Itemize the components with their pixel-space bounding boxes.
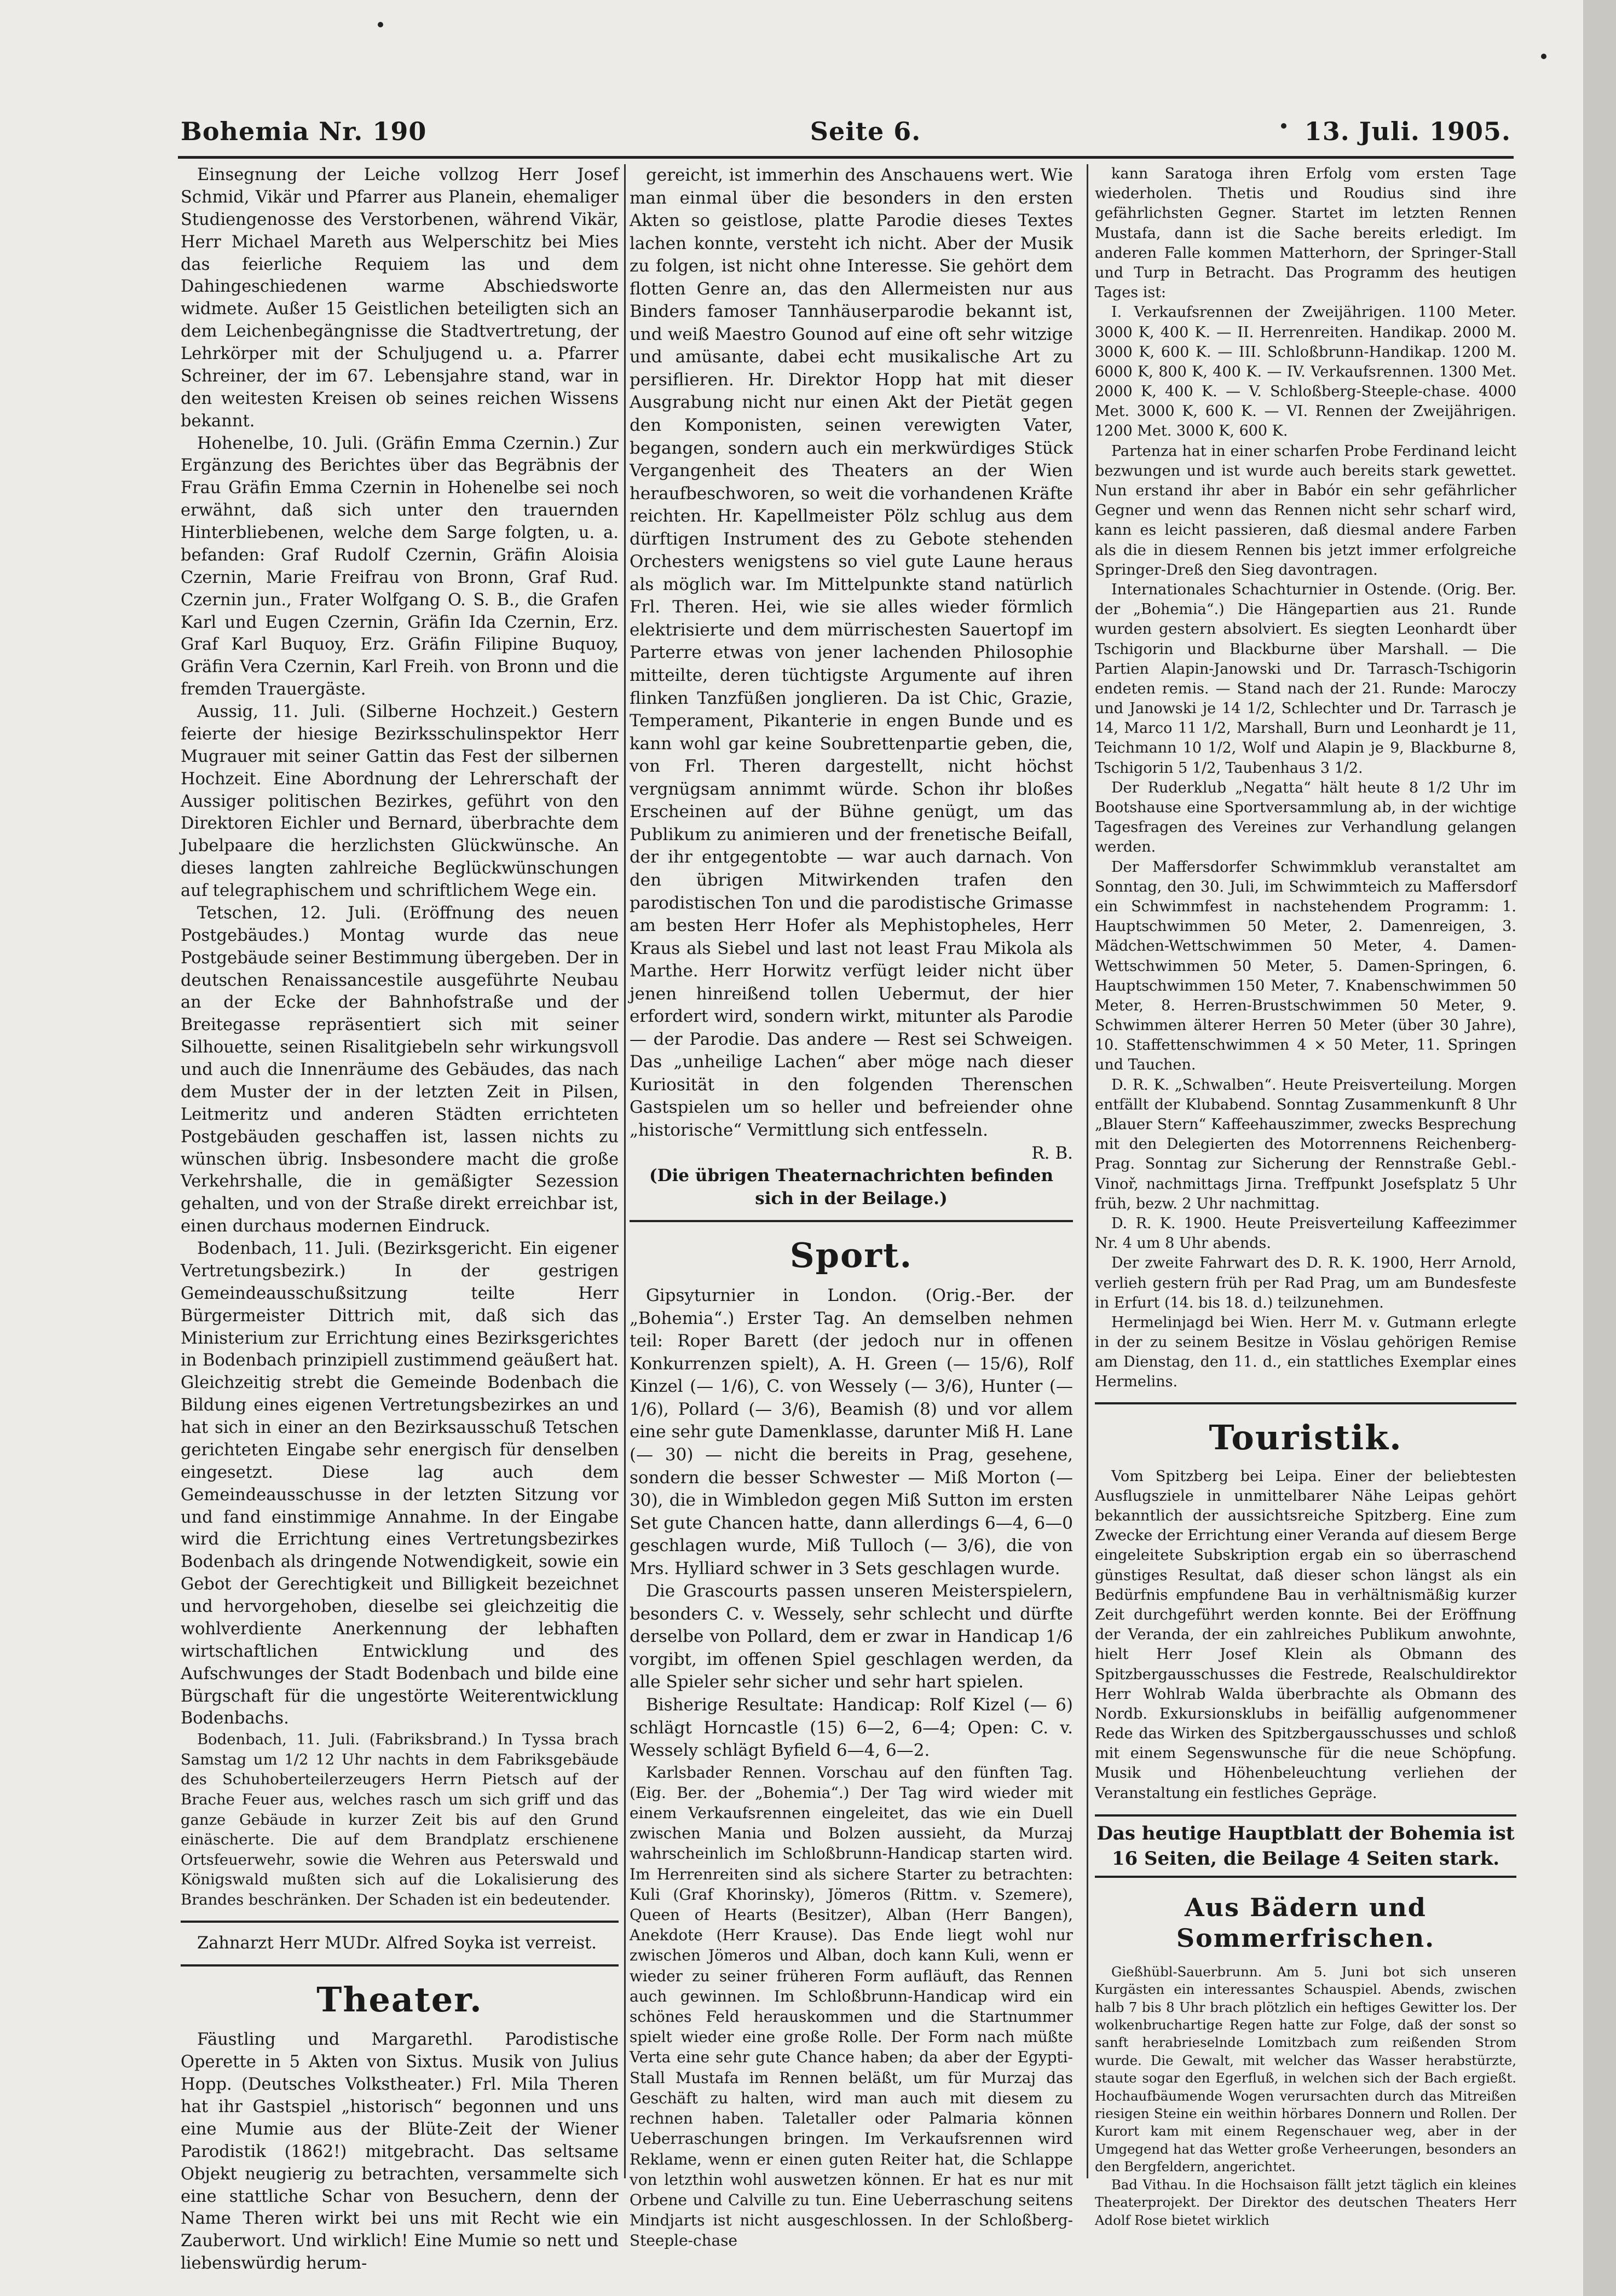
print-speck [378, 22, 383, 27]
article-paragraph: D. R. K. „Schwalben“. Heute Preisverteilung. Morgen entfällt der Klubabend. Sonntag Zusammenkunft 8 Uhr „Blauer Stern“ Kaffeehauszimmer, zwecks Besprechung mit den Delegierten des Motorrennens Reichenberg-Prag. Sonntag zur Sicherung der Rennstraße Gebl.-Vinoř, nachmittags Jirna. Treffpunkt Josefsplatz 5 Uhr früh, bezw. 2 Uhr nachmittag. [1095, 1076, 1516, 1212]
edition-notice: Das heutige Hauptblatt der Bohemia ist 16 Seiten, die Beilage 4 Seiten stark. [1095, 1814, 1516, 1878]
divider [630, 1220, 1073, 1222]
article-paragraph: Der Ruderklub „Negatta“ hält heute 8 1/2 Uhr im Bootshause eine Sportversammlung ab, in der wichtige Tagesfragen des Vereines zur Verhandlung gelangen werden. [1095, 779, 1516, 856]
theater-note: (Die übrigen Theaternachrichten befinden sich in der Beilage.) [649, 1166, 1054, 1208]
article-paragraph: Vom Spitzberg bei Leipa. Einer der beliebtesten Ausflugsziele in unmittelbarer Nähe Leipas gehört bekanntlich der aussichtsreiche Spitzberg. Eine zum Zwecke der Errichtung einer Veranda auf diesem Berge eingeleitete Subskription ergab ein so überraschend günstiges Resultat, daß dieser schon längst als ein Bedürfnis empfundene Bau in verhältnismäßig kurzer Zeit durchgeführt werden konnte. Bei der Eröffnung der Veranda, der ein zahlreiches Publikum anwohnte, hielt Herr Josef Klein als Obmann des Spitzbergausschusses die Festrede, Realschuldirektor Herr Wohlrab Walda überbrachte als Obmann des Nordb. Exkursionsklubs in beifällig aufgenommener Rede das Wirken des Spitzbergausschusses und schloß mit einem Segenswunsche für die neue Schöpfung. Musik und Höhenbeleuchtung verliehen der Veranstaltung ein festliches Gepräge. [1095, 1467, 1516, 1802]
race-program: I. Verkaufsrennen der Zweijährigen. 1100 Meter. 3000 K, 400 K. — II. Herrenreiten. Handikap. 2000 M. 3000 K, 600 K. — III. Schloßbrunn-Handikap. 1200 M. 6000 K, 800 K, 400 K. — IV. Verkaufsrennen. 1300 Met. 2000 K, 400 K. — V. Schloßberg-Steeple-chase. 4000 Met. 3000 K, 600 K. — VI. Rennen der Zweijährigen. 1200 Met. 3000 K, 600 K. [1095, 304, 1516, 440]
page-header [181, 112, 1511, 151]
article-paragraph: D. R. K. 1900. Heute Preisverteilung Kaffeezimmer Nr. 4 um 8 Uhr abends. [1095, 1214, 1516, 1252]
column-2 [630, 164, 1073, 2251]
divider [1095, 1402, 1516, 1404]
section-title-baeder: Aus Bädern und Sommerfrischen. [1176, 1892, 1435, 1953]
section-title-sport: Sport. [789, 1235, 913, 1276]
article-paragraph: kann Saratoga ihren Erfolg vom ersten Tage wiederholen. Thetis und Roudius sind ihre gefährlichsten Gegner. Startet im letzten Rennen Mustafa, dann ist die Sache bereits erledigt. Im anderen Falle kommen Matterhorn, der Springer-Stall und Turp in Betracht. Das Programm des heutigen Tages ist: [1095, 165, 1516, 302]
article-paragraph: Partenza hat in einer scharfen Probe Ferdinand leicht bezwungen und ist wurde auch bereits stark gewettet. Nun erstand ihr aber in Babór ein sehr gefährlicher Gegner und wenn das Rennen nicht sehr scharf wird, kann es leicht passieren, daß diesmal andere Farben als die in diesem Rennen bis jetzt immer erfolgreiche Springer-Dreß den Sieg davontragen. [1095, 442, 1516, 579]
print-speck [1281, 123, 1286, 129]
article-paragraph: Bodenbach, 11. Juli. (Bezirksgericht. Ein eigener Vertretungsbezirk.) In der gestrigen Gemeindeausschußsitzung teilte Herr Bürgermeister Dittrich mit, daß sich das Ministerium zur Errichtung eines Bezirksgerichtes in Bodenbach prinzipiell zustimmend geäußert hat. Gleichzeitig strebt die Gemeinde Bodenbach die Bildung eines eigenen Vertretungsbezirkes an und hat sich in einer an den Bezirksausschuß Tetschen gerichteten Eingabe sehr energisch für denselben eingesetzt. Diese lag auch dem Gemeindeausschusse in der letzten Sitzung vor und fand einstimmige Annahme. In der Eingabe wird die Errichtung eines Vertretungsbezirkes Bodenbach als dringende Notwendigkeit, sowie ein Gebot der Gerechtigkeit und Billigkeit bezeichnet und hervorgehoben, dieselbe sei gleichzeitig die wohlverdiente Anerkennung der lebhaften wirtschaftlichen Entwicklung und des Aufschwunges der Stadt Bodenbach und bilde eine Bürgschaft für die ungestörte Weiterentwicklung Bodenbachs. [181, 1239, 619, 1728]
column-3 [1095, 164, 1516, 2229]
page-number: Seite 6. [810, 117, 921, 146]
print-speck [1541, 54, 1546, 59]
article-paragraph: Einsegnung der Leiche vollzog Herr Josef Schmid, Vikär und Pfarrer aus Planein, ehemaliger Studiengenosse des Verstorbenen, während Vikär, Herr Michael Mareth aus Welperschitz bei Mies das feierliche Requiem las und dem Dahingeschiedenen warme Abschiedsworte widmete. Außer 15 Geistlichen beteiligten sich an dem Leichenbegängnisse die Stadtvertretung, der Lehrkörper mit der Schuljugend u. a. Pfarrer Schreiner, der im 67. Lebensjahre stand, war in den weitesten Kreisen ob seines reichen Wissens bekannt. [181, 165, 619, 431]
article-paragraph: Bad Vithau. In die Hochsaison fällt jetzt täglich ein kleines Theaterprojekt. Der Direktor des deutschen Theaters Herr Adolf Rose bietet wirklich [1095, 2176, 1516, 2228]
article-paragraph: Aussig, 11. Juli. (Silberne Hochzeit.) Gestern feierte der hiesige Bezirksschulinspektor Herr Mugrauer mit seiner Gattin das Fest der silbernen Hochzeit. Eine Abordnung der Lehrerschaft der Aussiger politischen Bezirkes, geführt von den Direktoren Eichler und Bernard, überbrachte dem Jubelpaare die herzlichsten Glückwünsche. An dieses langten zahlreiche Beglückwünschungen auf telegraphischem und schriftlichem Wege ein. [181, 702, 619, 900]
column-divider [624, 164, 626, 2178]
section-title-theater: Theater. [316, 1980, 483, 2020]
article-paragraph: Bisherige Resultate: Handicap: Rolf Kizel (— 6) schlägt Horncastle (15) 6—2, 6—4; Open: C. v. Wessely schlägt Byfield 6—4, 6—2. [630, 1695, 1073, 1761]
divider [181, 1964, 619, 1967]
issue-date: 13. Juli. 1905. [1304, 117, 1511, 146]
article-paragraph: gereicht, ist immerhin des Anschauens wert. Wie man einmal über die besonders in den ersten Akten so geistlose, platte Parodie dieses Textes lachen konnte, versteht ich nicht. Aber der Musik zu folgen, ist nicht ohne Interesse. Sie gehört dem flotten Genre an, das den Allermeisten nur aus Binders famoser Tannhäuserparodie bekannt ist, und weiß Maestro Gounod auf eine oft sehr witzige und amüsante, dabei echt musikalische Art zu persiflieren. Hr. Direktor Hopp hat mit dieser Ausgrabung nicht nur einen Akt der Pietät gegen den Komponisten, seinen verewigten Vater, begangen, sondern auch ein merkwürdiges Stück Vergangenheit des Theaters an der Wien heraufbeschworen, so weit die vorhandenen Kräfte reichten. Hr. Kapellmeister Pölz schlug aus dem dürftigen Instrument des zu Gebote stehenden Orchesters wenigstens so viel gute Laune heraus als möglich war. Im Mittelpunkte stand natürlich Frl. Theren. Hei, wie sie alles wieder förmlich elektrisierte und dem mürrischesten Sauertopf im Parterre etwas von jener lachenden Philosophie mitteilte, deren tüchtigste Argumente auf ihren flinken Tanzfüßen jonglieren. Da ist Chic, Grazie, Temperament, Pikanterie in engen Bunde und es kann wohl gar keine Soubrettenpartie geben, die, von Frl. Theren dargestellt, nicht höchst vergnügsam annimmt würde. Schon ihr bloßes Erscheinen auf der Bühne genügt, um das Publikum zu animieren und der frenetische Beifall, der ihr entgegentobte — war auch darnach. Von den übrigen Mitwirkenden trafen den parodistischen Ton und die parodistische Grimasse am besten Herr Hofer als Mephistopheles, Herr Kraus als Siebel und last not least Frau Mikola als Marthe. Herr Horwitz verfügt leider nicht über jenen hinreißend tollen Uebermut, der hier erfordert wird, sondern wirkt, mitunter als Parodie — der Parodie. Das andere — Rest sei Schweigen. Das „unheilige Lachen“ aber möge nach dieser Kuriosität in den folgenden Therenschen Gastspielen um so heller und befreiender ohne „historische“ Vermittlung sich entfesseln. [630, 165, 1073, 1140]
page-edge [1583, 0, 1616, 2296]
divider [181, 1921, 619, 1923]
column-1 [181, 164, 619, 2275]
column-divider [1087, 164, 1088, 2178]
article-paragraph: Internationales Schachturnier in Ostende. (Orig. Ber. der „Bohemia“.) Die Hängepartien aus 21. Runde wurden gestern absolviert. Es siegten Leonhardt über Tschigorin und Blackburne über Marshall. — Die Partien Alapin-Janowski und Dr. Tarrasch-Tschigorin endeten remis. — Stand nach der 21. Runde: Maroczy und Janowski je 14 1/2, Schlechter und Dr. Tarrasch je 14, Marco 11 1/2, Marshall, Burn und Leonhardt je 11, Teichmann 10 1/2, Wolf und Alapin je 9, Blackburne 8, Tschigorin 5 1/2, Taubenhaus 3 1/2. [1095, 581, 1516, 777]
article-paragraph: Hohenelbe, 10. Juli. (Gräfin Emma Czernin.) Zur Ergänzung des Berichtes über das Begräbnis der Frau Gräfin Emma Czernin in Hohenelbe sei noch erwähnt, daß sich unter den trauernden Hinterbliebenen, welche dem Sarge folgten, u. a. befanden: Graf Rudolf Czernin, Gräfin Aloisia Czernin, Marie Freifrau von Bronn, Graf Rud. Czernin jun., Frater Wolfgang O. S. B., die Grafen Karl und Eugen Czernin, Gräfin Ida Czernin, Erz. Graf Karl Buquoy, Erz. Gräfin Filipine Buquoy, Gräfin Vera Czernin, Karl Freih. von Bronn und die fremden Trauergäste. [181, 433, 619, 699]
article-paragraph: Gipsyturnier in London. (Orig.-Ber. der „Bohemia“.) Erster Tag. An demselben nehmen teil: Roper Barett (der jedoch nur in offenen Konkurrenzen spielt), A. H. Green (— 15/6), Rolf Kinzel (— 1/6), C. von Wessely (— 3/6), Hunter (— 1/6), Pollard (— 3/6), Beamish (8) und vor allem eine sehr gute Damenklasse, darunter Miß H. Lane (— 30) — nicht die bereits in Prag, gesehene, sondern die besser Schwester — Miß Morton (— 30), die in Wimbledon gegen Miß Sutton im ersten Set gute Chancen hatte, dann allerdings 6—4, 6—0 geschlagen wurde, Miß Tulloch (— 3/6), die von Mrs. Hylliard schwer in 3 Sets geschlagen wurde. [630, 1286, 1073, 1578]
article-paragraph: Der zweite Fahrwart des D. R. K. 1900, Herr Arnold, verlieh gestern früh per Rad Prag, um am Bundesfeste in Erfurt (14. bis 18. d.) teilzunehmen. [1095, 1254, 1516, 1311]
article-paragraph: Bodenbach, 11. Juli. (Fabriksbrand.) In Tyssa brach Samstag um 1/2 12 Uhr nachts in dem Fabriksgebäude des Schuhoberteilerzeugers Herrn Pietsch auf der Brache Feuer aus, welches rasch um sich griff und das ganze Gebäude in kurzer Zeit bis auf den Grund einäscherte. Die auf dem Brandplatz erschienene Ortsfeuerwehr, sowie die Wehren aus Peterswald und Königswald mußten sich auf die Lokalisierung des Brandes beschränken. Der Schaden ist ein bedeutender. [181, 1731, 619, 1908]
article-paragraph: Karlsbader Rennen. Vorschau auf den fünften Tag. (Eig. Ber. der „Bohemia“.) Der Tag wird wieder mit einem Verkaufsrennen eingeleitet, das wie ein Duell zwischen Mania und Bolzen aussieht, da Murzaj wahrscheinlich im Schloßbrunn-Handicap starten wird. Im Herrenreiten sind als sichere Starter zu betrachten: Kuli (Graf Khorinsky), Jömeros (Rittm. v. Szemere), Queen of Hearts (Besitzer), Alban (Herr Bangen), Anekdote (Herr Krause). Das Ende liegt wohl nur zwischen Jömeros und Alban, doch kann Kuli, wenn er wieder zu seiner früheren Form aufläuft, das Rennen auch gewinnen. Im Schloßbrunn-Handicap wird ein schönes Feld herauskommen und die Startnummer spielt wieder eine große Rolle. Der Form nach müßte Verta eine sehr gute Chance haben; da aber der Egypti-Stall Mustafa im Rennen beläßt, um für Murzaj das Geschäft zu halten, wird man auch mit diesem zu rechnen haben. Taletaller oder Palmaria können Ueberraschungen bringen. Im Verkaufsrennen wird Reklame, wenn er einen guten Reiter hat, die Schlappe von letzthin wohl auswetzen können. Er hat es nur mit Orbene und Calville zu tun. Eine Ueberraschung seitens Mindjarts ist nicht ausgeschlossen. In der Schloßberg-Steeple-chase [630, 1763, 1073, 2250]
article-paragraph: Zahnarzt Herr MUDr. Alfred Soyka ist verreist. [197, 1933, 597, 1953]
author-signature: R. B. [1031, 1143, 1073, 1163]
article-paragraph: Der Maffersdorfer Schwimmklub veranstaltet am Sonntag, den 30. Juli, im Schwimmteich zu Maffersdorf ein Schwimmfest in nachstehendem Programm: 1. Hauptschwimmen 50 Meter, 2. Damenreigen, 3. Mädchen-Wettschwimmen 50 Meter, 4. Damen-Wettschwimmen 50 Meter, 5. Damen-Springen, 6. Hauptschwimmen 150 Meter, 7. Knabenschwimmen 50 Meter, 8. Herren-Brustschwimmen 50 Meter, 9. Schwimmen älterer Herren 50 Meter (über 30 Jahre), 10. Staffettenschwimmen 4 × 50 Meter, 11. Springen und Tauchen. [1095, 858, 1516, 1074]
article-paragraph: Tetschen, 12. Juli. (Eröffnung des neuen Postgebäudes.) Montag wurde das neue Postgebäude seiner Bestimmung übergeben. Der in deutschen Renaissancestile ausgeführte Neubau an der Ecke der Bahnhofstraße und der Breitegasse repräsentiert sich mit seiner Silhouette, seinen Risalitgiebeln sehr wirkungsvoll und auch die Innenräume des Gebäudes, das nach dem Muster der in der letzten Zeit in Pilsen, Leitmeritz und anderen Städten errichteten Postgebäuden geschaffen ist, lassen nichts zu wünschen übrig. Insbesondere macht die große Verkehrshalle, die in gemäßigter Sezession gehalten, und von der Straße direkt erreichbar ist, einen durchaus modernen Eindruck. [181, 903, 619, 1236]
masthead-issue: Bohemia Nr. 190 [181, 117, 427, 146]
header-rule [178, 156, 1514, 159]
article-paragraph: Die Grascourts passen unseren Meisterspielern, besonders C. v. Wessely, sehr schlecht und dürfte derselbe von Pollard, dem er zwar in Handicap 1/6 vorgibt, im offenen Spiel geschlagen werden, da alle Spieler sehr sicher und sehr hart spielen. [630, 1581, 1073, 1692]
article-paragraph: Hermelinjagd bei Wien. Herr M. v. Gutmann erlegte in der zu seinem Besitze in Vöslau gehörigen Remise am Dienstag, den 11. d., ein stattliches Exemplar eines Hermelins. [1095, 1314, 1516, 1391]
article-paragraph: Gießhübl-Sauerbrunn. Am 5. Juni bot sich unseren Kurgästen ein interessantes Schauspiel. Abends, zwischen halb 7 bis 8 Uhr brach plötzlich ein heftiges Gewitter los. Der wolkenbruchartige Regen hatte zur Folge, daß der sonst so sanft herabrieselnde Lomitzbach zum reißenden Strom wurde. Die Gewalt, mit welcher das Wasser herabstürzte, staute sogar den Egerfluß, in welchen sich der Bach ergießt. Hochaufbäumende Wogen verursachten durch das Mitreißen riesigen Steine ein weithin hörbares Donnern und Rollen. Der Kurort kam mit einem Regenschauer weg, aber in der Umgegend hat das Wetter große Verheerungen, besonders an den Bergfeldern, angerichtet. [1095, 1963, 1516, 2175]
section-title-touristik: Touristik. [1209, 1417, 1403, 1458]
article-paragraph: Fäustling und Margarethl. Parodistische Operette in 5 Akten von Sixtus. Musik von Julius Hopp. (Deutsches Volkstheater.) Frl. Mila Theren hat ihr Gastspiel „historisch“ begonnen und uns eine Mumie aus der Blüte-Zeit der Wiener Parodistik (1862!) mitgebracht. Das seltsame Objekt neugierig zu betrachten, versammelte sich eine stattliche Schar von Besuchern, denn der Name Theren wirkt bei uns mit Recht wie ein Zauberwort. Und wirklich! Eine Mumie so nett und liebenswürdig herum- [181, 2030, 619, 2274]
